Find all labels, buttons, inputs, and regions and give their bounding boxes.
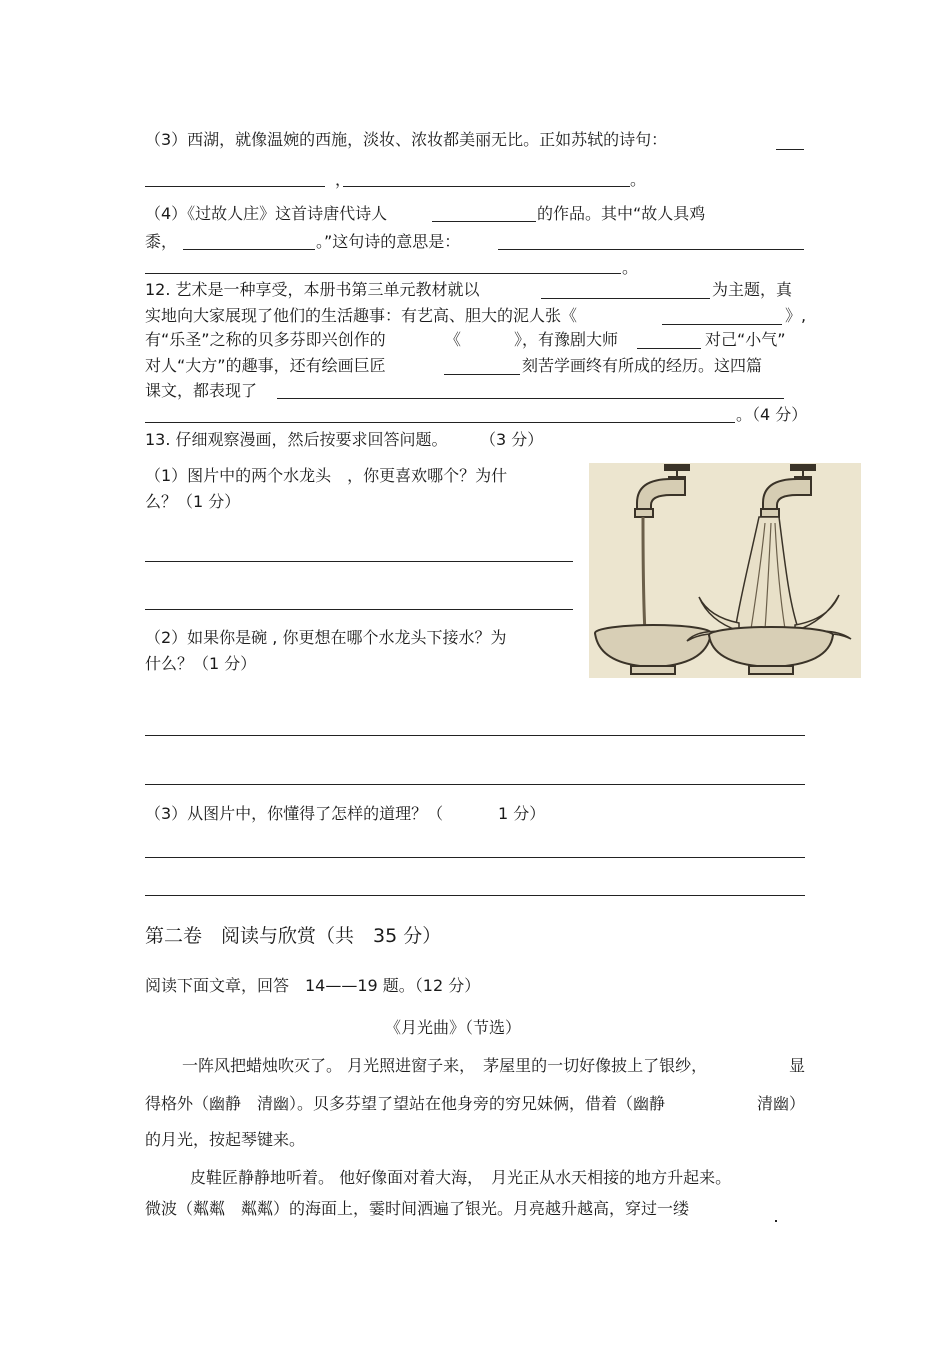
answer-blank[interactable] <box>498 249 804 250</box>
answer-line[interactable] <box>145 609 573 610</box>
para1-line1a: 一阵风把蜡烛吹灭了。 月光照进窗子来， 茅屋里的一切好像披上了银纱， <box>182 1056 708 1075</box>
q13-p1-line2: 么？（1 分） <box>145 492 241 511</box>
q13-p2-line2: 什么？（1 分） <box>145 654 257 673</box>
answer-blank[interactable] <box>145 422 735 423</box>
q11-3-line1: （3）西湖，就像温婉的西施，淡妆、浓妆都美丽无比。正如苏轼的诗句： <box>145 130 668 149</box>
q13-title: 13. 仔细观察漫画，然后按要求回答问题。 <box>145 430 448 449</box>
answer-blank[interactable] <box>183 249 315 250</box>
q13-title-score: （3 分） <box>480 430 544 449</box>
answer-line[interactable] <box>145 895 805 896</box>
q12-line1a: 12. 艺术是一种享受，本册书第三单元教材就以 <box>145 280 480 299</box>
q13-p1-line1: （1）图片中的两个水龙头 ，你更喜欢哪个？为什 <box>145 466 508 485</box>
q12-line3d: 对己“小气” <box>705 330 786 349</box>
article-title: 《月光曲》（节选） <box>385 1018 522 1037</box>
q12-line1b: 为主题，真 <box>712 280 793 299</box>
para2-line1: 皮鞋匠静静地听着。 他好像面对着大海， 月光正从水天相接的地方升起来。 <box>190 1168 732 1187</box>
answer-blank[interactable] <box>277 398 784 399</box>
answer-line[interactable] <box>145 735 805 736</box>
q12-line2a: 实地向大家展现了他们的生活趣事：有艺高、胆大的泥人张《 <box>145 306 578 325</box>
answer-blank[interactable] <box>541 298 710 299</box>
q12-line4a: 对人“大方”的趣事，还有绘画巨匠 <box>145 356 386 375</box>
answer-blank[interactable] <box>145 186 325 187</box>
answer-blank[interactable] <box>145 273 621 274</box>
para1-line3: 的月光，按起琴键来。 <box>145 1130 306 1149</box>
q11-4-line1b: 的作品。其中“故人具鸡 <box>537 204 706 223</box>
para1-line1b: 显 <box>789 1056 806 1075</box>
q12-line3c: 》，有豫剧大师 <box>514 330 619 349</box>
q12-line6-end: 。（4 分） <box>736 405 808 424</box>
section-heading: 第二卷 阅读与欣赏（共 35 分） <box>145 925 442 947</box>
q13-p3a: （3）从图片中，你懂得了怎样的道理？（ <box>145 804 444 823</box>
period: 。 <box>630 170 647 189</box>
comma: ， <box>335 170 352 189</box>
answer-line[interactable] <box>145 561 573 562</box>
q12-line4b: 刻苦学画终有所成的经历。这四篇 <box>522 356 763 375</box>
answer-blank[interactable] <box>662 324 782 325</box>
reading-instruction: 阅读下面文章，回答 14——19 题。（12 分） <box>145 976 481 995</box>
answer-line[interactable] <box>145 784 805 785</box>
para2-line2: 微波（粼粼 粼粼）的海面上，霎时间洒遍了银光。月亮越升越高，穿过一缕 <box>145 1199 690 1218</box>
answer-blank[interactable] <box>776 149 804 150</box>
answer-blank[interactable] <box>432 221 536 222</box>
q12-line5: 课文，都表现了 <box>145 381 258 400</box>
faucets-illustration <box>589 463 861 678</box>
q13-p2-line1: （2）如果你是碗 , 你更想在哪个水龙头下接水？为 <box>145 628 507 647</box>
q11-4-line3-end: 。 <box>622 258 639 277</box>
para1-line2b: 清幽） <box>757 1094 806 1113</box>
q12-line3a: 有“乐圣”之称的贝多芬即兴创作的 <box>145 330 386 349</box>
q12-line2b: 》, <box>785 306 807 325</box>
para1-line2a: 得格外（幽静 清幽）。贝多芬望了望站在他身旁的穷兄妹俩，借着（幽静 <box>145 1094 666 1113</box>
answer-line[interactable] <box>145 857 805 858</box>
q11-4-line1a: （4）《过故人庄》这首诗唐代诗人 <box>145 204 388 223</box>
answer-blank[interactable] <box>637 348 701 349</box>
q11-4-line2a: 黍， <box>145 232 178 251</box>
q13-p3b: 1 分） <box>498 804 546 823</box>
q11-4-line2b: 。”这句诗的意思是： <box>316 232 461 251</box>
answer-blank[interactable] <box>343 186 630 187</box>
q12-line3b: 《 <box>445 330 462 349</box>
two-faucets-icon <box>589 463 861 678</box>
page-dot <box>775 1220 777 1222</box>
answer-blank[interactable] <box>444 374 520 375</box>
